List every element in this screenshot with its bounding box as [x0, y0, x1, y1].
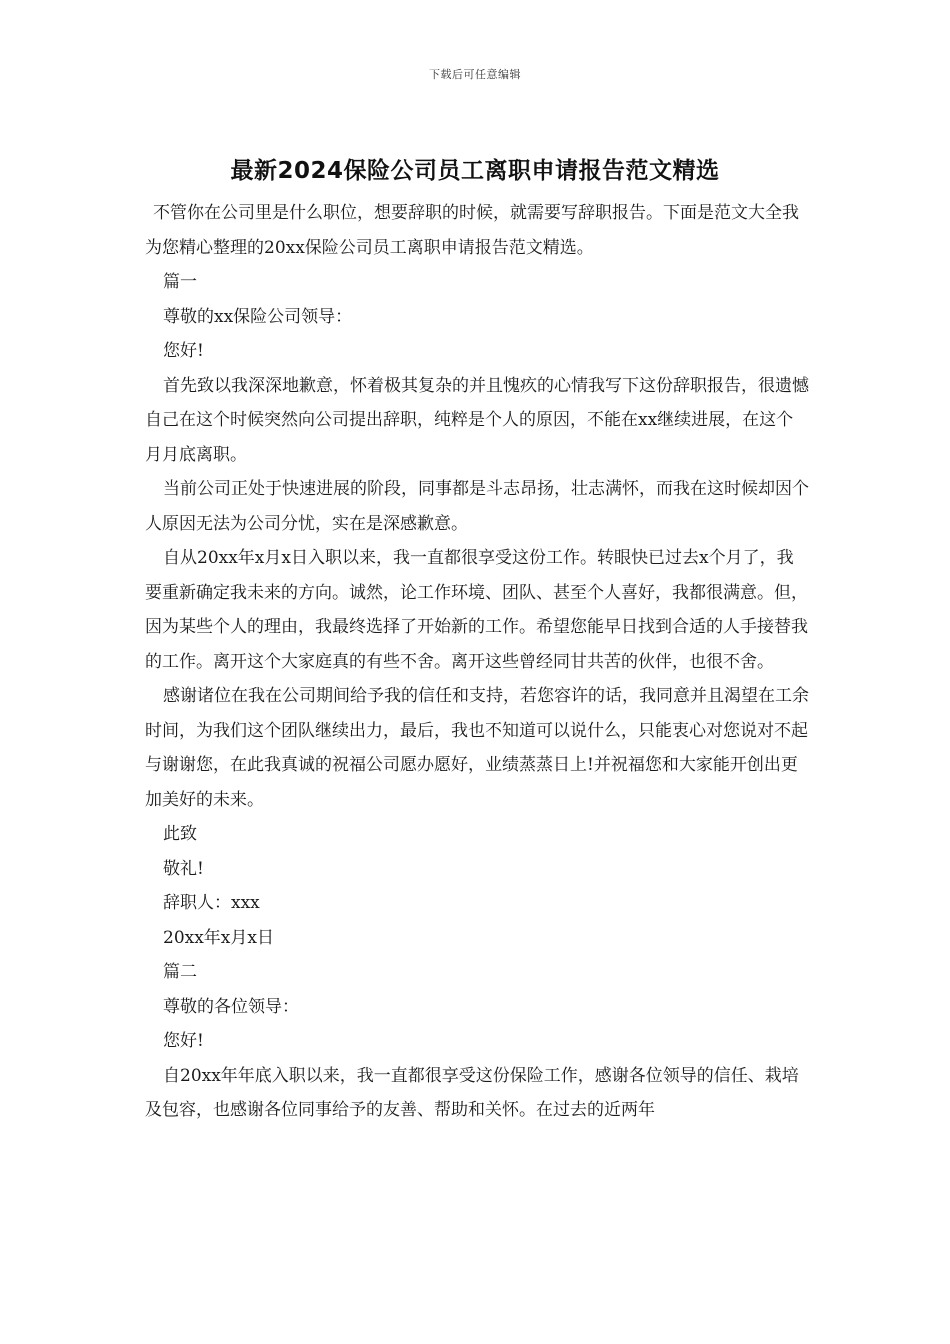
signature-line: 辞职人：xxx	[163, 893, 260, 913]
greeting-1: 您好!	[163, 341, 204, 361]
section-heading-1: 篇一	[163, 272, 197, 292]
document-title: 最新2024保险公司员工离职申请报告范文精选	[230, 158, 720, 184]
body-paragraph: 首先致以我深深地歉意，怀着极其复杂的并且愧疚的心情我写下这份辞职报告，很遗憾自己在这个时候突然向公司提出辞职，纯粹是个人的原因，不能在xx继续进展，在这个月月底离职。	[145, 375, 809, 465]
body-paragraph: 自20xx年年底入职以来，我一直都很享受这份保险工作，感谢各位领导的信任、栽培及包容，也感谢各位同事给予的友善、帮助和关怀。在过去的近两年	[145, 1065, 799, 1120]
salutation-2: 尊敬的各位领导：	[163, 996, 299, 1017]
section-heading-2: 篇二	[163, 962, 197, 982]
body-paragraph: 自从20xx年x月x日入职以来，我一直都很享受这份工作。转眼快已过去x个月了，我要重新确定我未来的方向。诚然，论工作环境、团队、甚至个人喜好，我都很满意。但，因为某些个人的理由，我最终选择了开始新的工作。希望您能早日找到合适的人手接替我的工作。离开这个大家庭真的有些不舍。离开这些曾经同甘共苦的伙伴，也很不舍。	[145, 548, 808, 672]
body-paragraph: 感谢诸位在我在公司期间给予我的信任和支持，若您容许的话，我同意并且渴望在工余时间，为我们这个团队继续出力，最后，我也不知道可以说什么，只能衷心对您说对不起与谢谢您，在此我真诚的祝福公司愿办愿好，业绩蒸蒸日上!并祝福您和大家能开创出更加美好的未来。	[145, 686, 809, 810]
document-body	[145, 196, 810, 1128]
date-line: 20xx年x月x日	[163, 927, 274, 948]
header-note: 下载后可任意编辑	[429, 68, 521, 81]
closing-regards: 敬礼!	[163, 858, 204, 879]
greeting-2: 您好!	[163, 1031, 204, 1051]
closing-line: 此致	[163, 824, 197, 844]
salutation-1: 尊敬的xx保险公司领导：	[163, 306, 353, 327]
intro-paragraph: 不管你在公司里是什么职位，想要辞职的时候，就需要写辞职报告。下面是范文大全我为您精心整理的20xx保险公司员工离职申请报告范文精选。	[145, 203, 799, 258]
body-paragraph: 当前公司正处于快速进展的阶段，同事都是斗志昂扬，壮志满怀，而我在这时候却因个人原因无法为公司分忧，实在是深感歉意。	[145, 479, 809, 534]
